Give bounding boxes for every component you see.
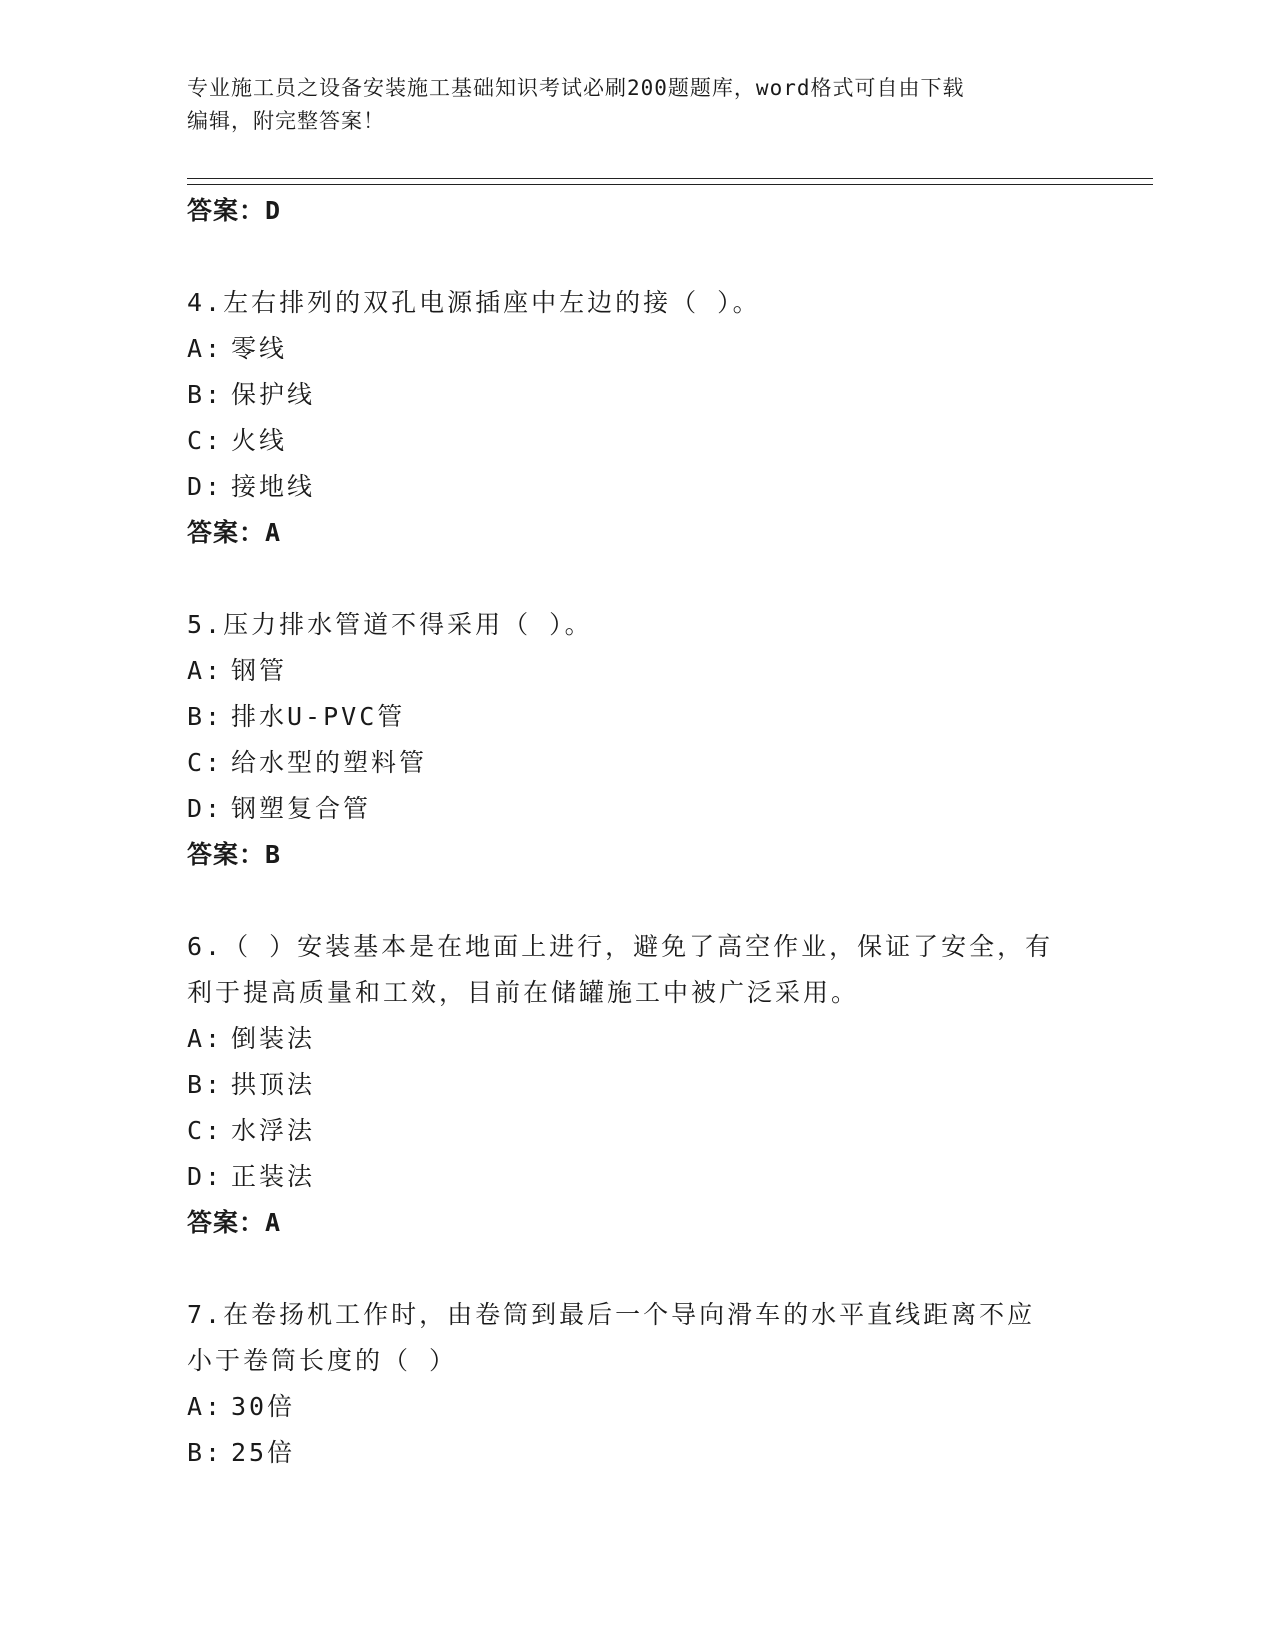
question-7 <box>187 1292 1087 1476</box>
question-stem: 6.（ ）安装基本是在地面上进行，避免了高空作业，保证了安全，有 <box>187 932 1054 961</box>
option-text: 给水型的塑料管 <box>231 748 428 777</box>
question-stem: 4.左右排列的双孔电源插座中左边的接（ ）。 <box>187 288 761 317</box>
option-c <box>187 418 1087 464</box>
question-stem-continued: 小于卷筒长度的（ ） <box>187 1346 458 1375</box>
previous-answer: 答案：D <box>187 196 282 225</box>
option-text: 钢塑复合管 <box>231 794 372 823</box>
answer-line: 答案：A <box>187 1208 282 1237</box>
option-text: 保护线 <box>231 380 316 409</box>
header-divider <box>187 178 1153 185</box>
option-text: 30倍 <box>231 1392 296 1421</box>
option-b <box>187 372 1087 418</box>
option-key: A: <box>187 334 224 363</box>
question-stem: 7.在卷扬机工作时，由卷筒到最后一个导向滑车的水平直线距离不应 <box>187 1300 1036 1329</box>
option-a <box>187 326 1087 372</box>
option-key: B: <box>187 702 224 731</box>
option-key: B: <box>187 1070 224 1099</box>
option-d <box>187 1154 1087 1200</box>
option-text: 排水U-PVC管 <box>231 702 406 731</box>
question-stem-continued: 利于提高质量和工效，目前在储罐施工中被广泛采用。 <box>187 978 860 1007</box>
option-text: 零线 <box>231 334 288 363</box>
option-key: C: <box>187 748 224 777</box>
option-text: 火线 <box>231 426 288 455</box>
question-4 <box>187 280 1087 556</box>
option-key: B: <box>187 1438 224 1467</box>
option-text: 水浮法 <box>231 1116 316 1145</box>
answer-line: 答案：B <box>187 840 282 869</box>
option-a <box>187 1384 1087 1430</box>
option-text: 倒装法 <box>231 1024 316 1053</box>
option-key: D: <box>187 1162 224 1191</box>
option-key: A: <box>187 1392 224 1421</box>
option-a <box>187 648 1087 694</box>
question-stem: 5.压力排水管道不得采用（ ）。 <box>187 610 593 639</box>
option-key: C: <box>187 426 224 455</box>
spacer <box>187 1246 1087 1292</box>
option-a <box>187 1016 1087 1062</box>
option-text: 正装法 <box>231 1162 316 1191</box>
option-d <box>187 464 1087 510</box>
option-b <box>187 694 1087 740</box>
spacer <box>187 878 1087 924</box>
option-text: 25倍 <box>231 1438 296 1467</box>
option-c <box>187 740 1087 786</box>
document-header <box>187 72 1087 138</box>
option-key: B: <box>187 380 224 409</box>
spacer <box>187 234 1087 280</box>
option-b <box>187 1430 1087 1476</box>
header-title-line-1: 专业施工员之设备安装施工基础知识考试必刷200题题库，word格式可自由下载 <box>187 76 965 100</box>
question-6 <box>187 924 1087 1246</box>
answer-line: 答案：A <box>187 518 282 547</box>
option-d <box>187 786 1087 832</box>
option-key: C: <box>187 1116 224 1145</box>
option-text: 接地线 <box>231 472 316 501</box>
option-key: A: <box>187 1024 224 1053</box>
option-key: D: <box>187 472 224 501</box>
option-text: 拱顶法 <box>231 1070 316 1099</box>
option-c <box>187 1108 1087 1154</box>
option-b <box>187 1062 1087 1108</box>
option-text: 钢管 <box>231 656 288 685</box>
question-5 <box>187 602 1087 878</box>
header-title-line-2: 编辑，附完整答案！ <box>187 109 385 133</box>
option-key: A: <box>187 656 224 685</box>
spacer <box>187 556 1087 602</box>
question-list <box>187 188 1087 1476</box>
option-key: D: <box>187 794 224 823</box>
